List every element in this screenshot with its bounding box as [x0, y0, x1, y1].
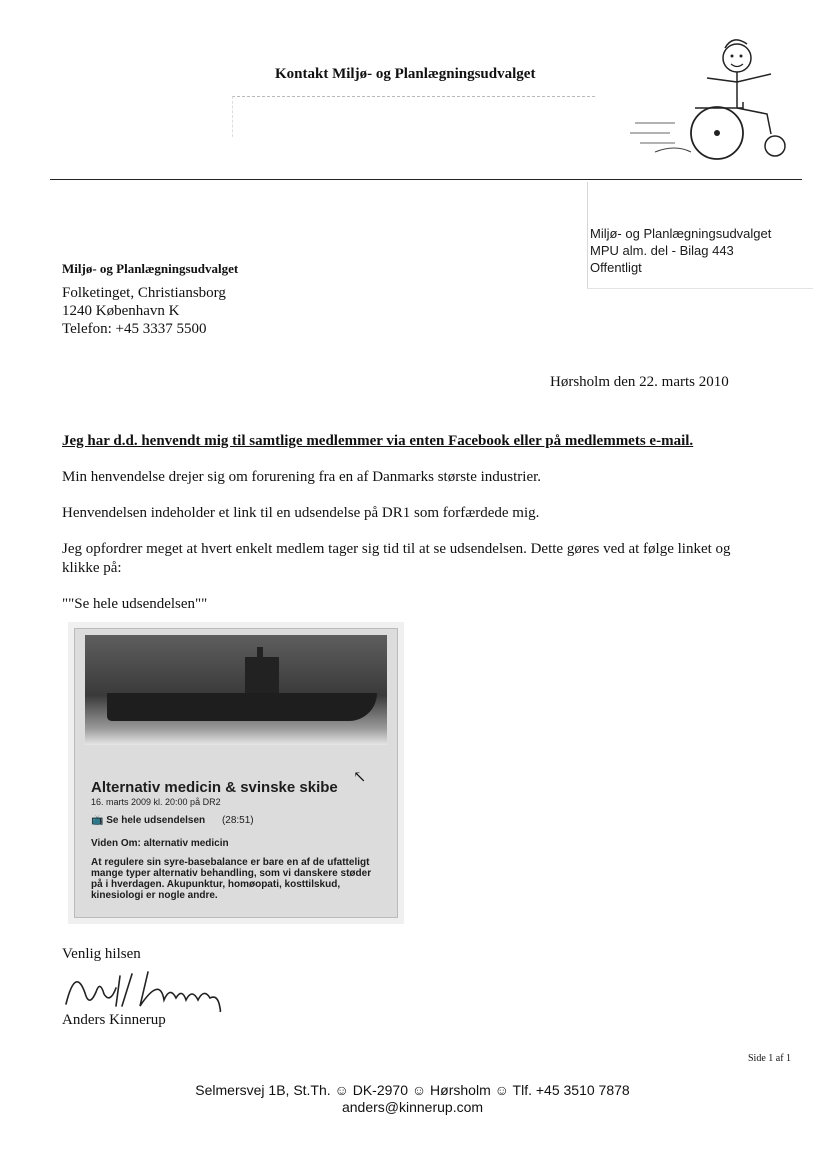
footer-email[interactable]: anders@kinnerup.com [341, 1099, 484, 1115]
wheelchair-logo [625, 28, 805, 168]
ship-tower [245, 657, 279, 697]
header-blank-field [232, 96, 595, 137]
broadcast-duration: (28:51) [221, 815, 254, 826]
lead-paragraph: Jeg har d.d. henvendt mig til samtlige medlemmer via enten Facebook eller på medlemmets e-mail. [62, 433, 694, 449]
body-paragraph-2: Henvendelsen indeholder et link til en udsendelse på DR1 som forfærdede mig. [62, 505, 540, 521]
letter-body [62, 432, 752, 631]
broadcast-category: Viden Om: alternativ medicin [91, 838, 229, 849]
body-paragraph-3: Jeg opfordrer meget at hvert enkelt medlem tager sig tid til at se udsendelsen. Dette gøres ved at følge linket og klikke på: [62, 541, 731, 576]
footer [0, 1082, 825, 1116]
recipient-phone: Telefon: +45 3337 5500 [62, 321, 207, 337]
broadcast-info [91, 779, 387, 901]
body-paragraph-1: Min henvendelse drejer sig om forurening fra en af Danmarks største industrier. [62, 469, 542, 485]
mouse-cursor-icon: ↖ [353, 769, 367, 786]
letter-date: Hørsholm den 22. marts 2010 [550, 374, 729, 390]
footer-address: Selmersvej 1B, St.Th. ☺ DK-2970 ☺ Hørsholm ☺ Tlf. +45 3510 7878 [195, 1082, 630, 1098]
signer-name: Anders Kinnerup [62, 1012, 166, 1028]
recipient-committee: Miljø- og Planlægningsudvalget [62, 261, 239, 276]
ship-hull [107, 693, 377, 721]
stamp-status: Offentligt [590, 260, 642, 275]
closing-greeting: Venlig hilsen [62, 946, 141, 962]
dr-broadcast-screenshot [74, 628, 398, 918]
tv-icon: 📺 [91, 815, 104, 826]
handwritten-signature [62, 968, 242, 1012]
see-full-label: Se hele udsendelsen [106, 815, 206, 826]
header-title: Kontakt Miljø- og Planlægningsudvalget [275, 66, 536, 82]
see-full-broadcast-link[interactable] [91, 815, 387, 826]
broadcast-description: At regulere sin syre-basebalance er bare en af de ufatteligt mange typer alternativ behandling, som vi danskere støder på i hverdagen. Akupunktur, homøopati, kosttilskud, kinesiologi er nogle andre. [91, 857, 372, 901]
document-stamp [590, 225, 810, 276]
recipient-address [62, 260, 238, 338]
ship-photo [85, 635, 387, 745]
stamp-committee: Miljø- og Planlægningsudvalget [590, 226, 772, 241]
broadcast-title: Alternativ medicin & svinske skibe [91, 779, 338, 796]
page-number: Side 1 af 1 [748, 1053, 792, 1064]
recipient-postal: 1240 København K [62, 303, 180, 319]
stamp-reference: MPU alm. del - Bilag 443 [590, 243, 734, 258]
recipient-building: Folketinget, Christiansborg [62, 285, 226, 301]
broadcast-meta: 16. marts 2009 kl. 20:00 på DR2 [91, 797, 221, 807]
quoted-link-text: ""Se hele udsendelsen"" [62, 596, 208, 612]
header-rule [50, 179, 802, 180]
